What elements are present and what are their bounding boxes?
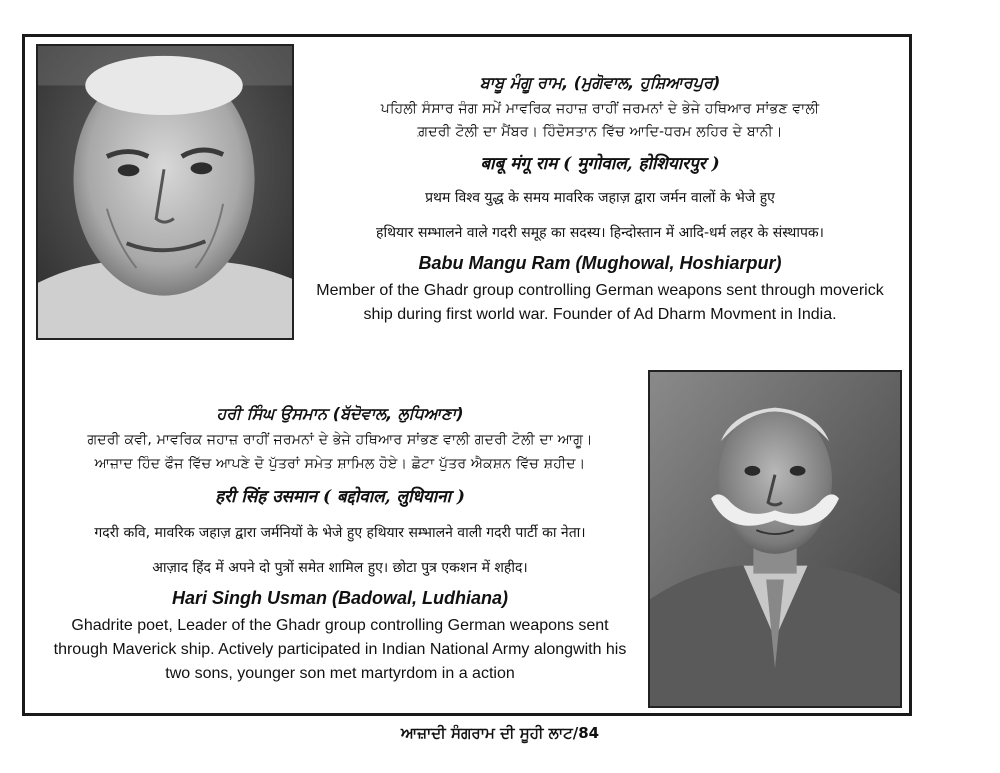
person2-punjabi-desc-line1: ਗਦਰੀ ਕਵੀ, ਮਾਵਰਿਕ ਜਹਾਜ਼ ਰਾਹੀਂ ਜਰਮਨਾਂ ਦੇ ਭੇਜੇ ਹਥਿਆਰ ਸਾਂਭਣ ਵਾਲੀ ਗਦਰੀ ਟੋਲੀ ਦਾ ਆਗੂ। bbox=[87, 432, 593, 448]
portrait-photo-babu-mangu-ram bbox=[36, 44, 294, 340]
person2-hindi-desc-line1: गदरी कवि, मावरिक जहाज़ द्वारा जर्मनियों के भेजे हुए हथियार सम्भालने वाली गदरी पार्टी का नेता। bbox=[94, 525, 586, 541]
person1-hindi-name: बाबू मंगू राम ( मुगोवाल, होशियारपुर ) bbox=[480, 154, 720, 174]
person2-punjabi-desc-line2: ਆਜ਼ਾਦ ਹਿੰਦ ਫੌਜ ਵਿੱਚ ਆਪਣੇ ਦੋ ਪੁੱਤਰਾਂ ਸਮੇਤ ਸ਼ਾਮਿਲ ਹੋਏ। ਛੋਟਾ ਪੁੱਤਰ ਐਕਸ਼ਨ ਵਿੱਚ ਸ਼ਹੀਦ। bbox=[94, 456, 586, 472]
person2-english-desc-line2: through Maverick ship. Actively participated in Indian National Army alongwith his bbox=[53, 641, 627, 658]
person2-english-name: Hari Singh Usman (Badowal, Ludhiana) bbox=[171, 588, 509, 608]
person1-hindi-desc-line1: प्रथम विश्व युद्ध के समय मावरिक जहाज़ द्वारा जर्मन वालों के भेजे हुए bbox=[425, 190, 775, 206]
person2-english-desc-line3: two sons, younger son met martyrdom in a action bbox=[165, 665, 515, 682]
person2-hindi-name: हरी सिंह उसमान ( बद्दोवाल, लुधियाना ) bbox=[215, 487, 465, 507]
person1-punjabi-desc-line2: ਗ਼ਦਰੀ ਟੋਲੀ ਦਾ ਮੈਂਬਰ। ਹਿੰਦੋਸਤਾਨ ਵਿੱਚ ਆਦਿ-ਧਰਮ ਲਹਿਰ ਦੇ ਬਾਨੀ। bbox=[417, 124, 783, 140]
portrait-photo-hari-singh-usman bbox=[648, 370, 902, 708]
person1-english-desc-line1: Member of the Ghadr group controlling German weapons sent through moverick bbox=[316, 282, 884, 299]
person1-punjabi-name: ਬਾਬੂ ਮੰਗੂ ਰਾਮ, (ਮੁਗੋਵਾਲ, ਹੁਸ਼ਿਆਰਪੁਰ) bbox=[479, 73, 721, 92]
person2-english-desc-line1: Ghadrite poet, Leader of the Ghadr group controlling German weapons sent bbox=[71, 617, 609, 634]
person1-hindi-desc-line2: हथियार सम्भालने वाले गदरी समूह का सदस्य। हिन्दोस्तान में आदि-धर्म लहर के संस्थापक। bbox=[376, 225, 824, 241]
person1-english-name: Babu Mangu Ram (Mughowal, Hoshiarpur) bbox=[418, 253, 782, 273]
person1-punjabi-desc-line1: ਪਹਿਲੀ ਸੰਸਾਰ ਜੰਗ ਸਮੇਂ ਮਾਵਰਿਕ ਜਹਾਜ਼ ਰਾਹੀਂ ਜਰਮਨਾਂ ਦੇ ਭੇਜੇ ਹਥਿਆਰ ਸਾਂਭਣ ਵਾਲੀ bbox=[380, 101, 820, 117]
page-footer: ਆਜ਼ਾਦੀ ਸੰਗਰਾਮ ਦੀ ਸੂਹੀ ਲਾਟ/84 bbox=[400, 724, 600, 742]
person1-english-desc-line2: ship during first world war. Founder of Ad Dharm Movment in India. bbox=[363, 306, 837, 323]
person2-hindi-desc-line2: आज़ाद हिंद में अपने दो पुत्रों समेत शामिल हुए। छोटा पुत्र एकशन में शहीद। bbox=[152, 560, 528, 576]
person2-punjabi-name: ਹਰੀ ਸਿੰਘ ਉਸਮਾਨ (ਬੱਦੋਵਾਲ, ਲੁਧਿਆਣਾ) bbox=[216, 404, 464, 423]
